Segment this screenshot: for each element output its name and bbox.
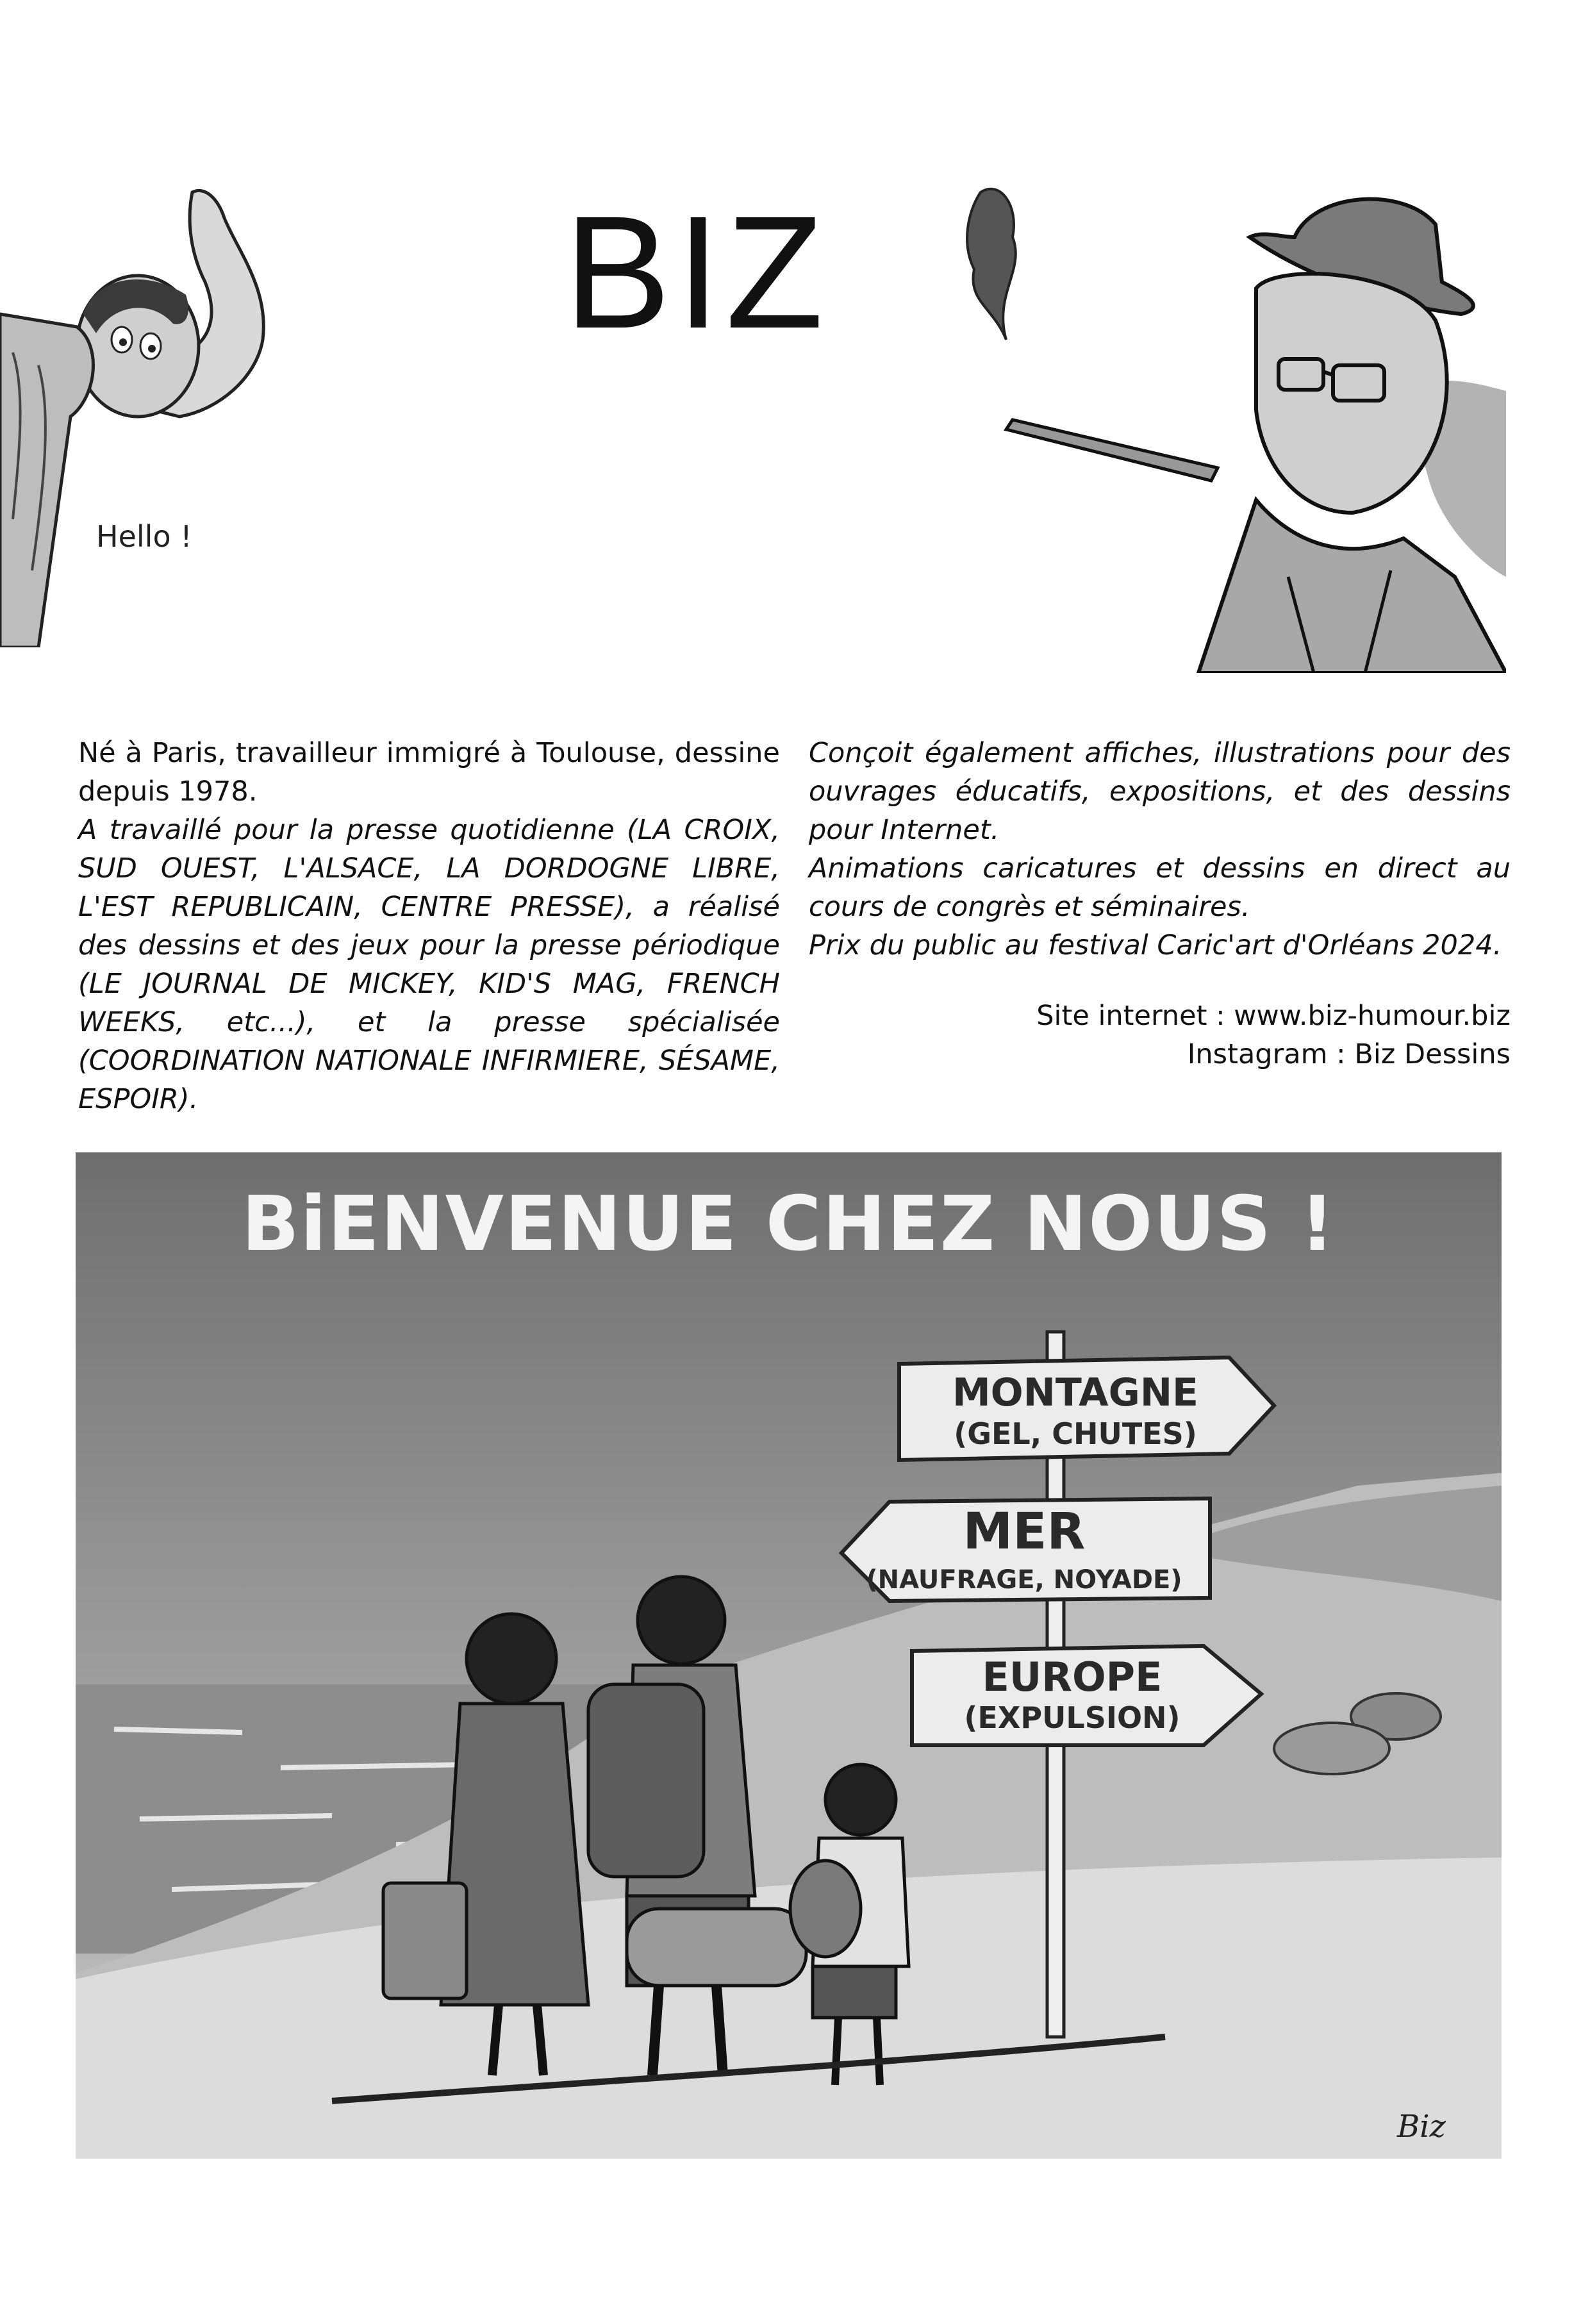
sign-europe-line2: (EXPULSION) bbox=[964, 1700, 1180, 1735]
bio-left-column bbox=[78, 734, 780, 1118]
instagram-link[interactable]: Instagram : Biz Dessins bbox=[1187, 1038, 1511, 1070]
cartoon-illustration bbox=[76, 1152, 1502, 2159]
sign-montagne-line2: (GEL, CHUTES) bbox=[954, 1416, 1197, 1451]
cartoon-title: BiENVENUE CHEZ NOUS ! bbox=[241, 1179, 1336, 1268]
bio-right-p1: Conçoit également affiches, illustrations pour des ouvrages éducatifs, expositions, et des dessins pour Internet. bbox=[809, 737, 1511, 846]
waving-man-illustration bbox=[0, 186, 282, 647]
bio-right-p3: Prix du public au festival Caric'art d'Orléans 2024. bbox=[809, 929, 1502, 961]
sign-montagne-line1: MONTAGNE bbox=[952, 1370, 1199, 1415]
page-title: BIZ bbox=[564, 183, 829, 361]
bio-left-p1: Né à Paris, travailleur immigré à Toulouse, dessine depuis 1978. bbox=[78, 737, 780, 808]
hello-caption: Hello ! bbox=[96, 519, 192, 554]
sign-mer-line1: MER bbox=[963, 1503, 1086, 1561]
sign-europe-line1: EUROPE bbox=[982, 1654, 1163, 1700]
bio-left-p2: A travaillé pour la presse quotidienne (LA CROIX, SUD OUEST, L'ALSACE, LA DORDOGNE LIBRE, L'EST REPUBLICAIN, CENTRE PRESSE), a réalisé des dessins et des jeux pour la presse périodique (LE JOURNAL DE MICKEY, KID'S MAG, FRENCH WEEKS, etc...), et la presse spécialisée (COORDINATION NATIONALE INFIRMIERE, SÉSAME, ESPOIR). bbox=[78, 814, 780, 1115]
artist-caricature-illustration bbox=[955, 179, 1506, 673]
bio-right-column bbox=[809, 734, 1511, 1074]
sign-mer-line2: (NAUFRAGE, NOYADE) bbox=[866, 1565, 1182, 1595]
bio-right-p2: Animations caricatures et dessins en direct au cours de congrès et séminaires. bbox=[809, 852, 1511, 923]
site-link[interactable]: Site internet : www.biz-humour.biz bbox=[1036, 1000, 1511, 1032]
artist-signature: Biz bbox=[1397, 2109, 1446, 2145]
